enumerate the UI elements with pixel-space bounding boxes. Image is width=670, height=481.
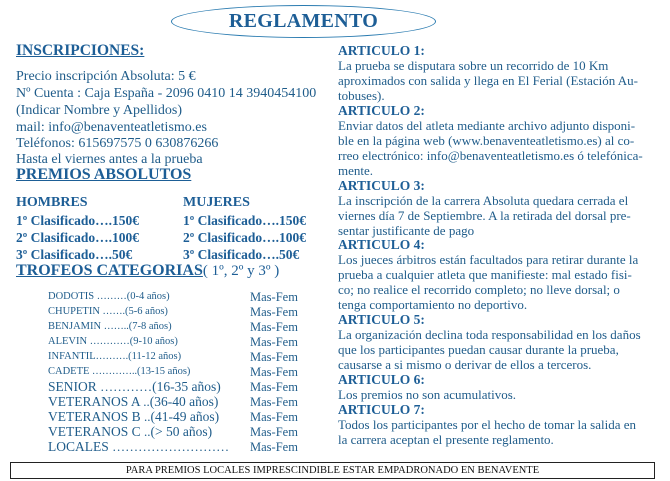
- category-gender: Mas-Fem: [250, 320, 298, 334]
- category-name: ALEVIN: [48, 336, 88, 347]
- articulo-1-heading: ARTICULO 1:: [338, 43, 425, 58]
- category-row: [48, 409, 219, 425]
- category-range: (5-6 años): [125, 306, 168, 317]
- category-dots: ..: [144, 424, 151, 439]
- category-gender: Mas-Fem: [250, 290, 298, 304]
- category-gender: Mas-Fem: [250, 395, 298, 409]
- mujeres-prize: 2º Clasificado….100€: [183, 230, 306, 245]
- hombres-prize: 1º Clasificado….150€: [16, 213, 139, 228]
- category-row: [48, 379, 221, 395]
- category-gender: Mas-Fem: [250, 365, 298, 379]
- articulo-6-line: Los premios no son acumulativos.: [338, 387, 517, 402]
- category-range: (16-35 años): [152, 379, 221, 394]
- trofeos-heading-label: TROFEOS CATEGORIAS: [16, 262, 203, 279]
- category-row: [48, 439, 229, 455]
- articulo-4-line: co; no realice el recorrido completo; no lleve dorsal; o: [338, 282, 620, 297]
- trofeos-heading: [16, 262, 279, 280]
- category-name: INFANTIL: [48, 351, 96, 362]
- articulo-2-line: rreo electrónico: info@benaventeatletismo.es ó telefónica-: [338, 148, 643, 163]
- category-dots: ..: [143, 394, 150, 409]
- category-row: [48, 366, 190, 377]
- articulo-2-line: ble en la página web (www.benaventeatletismo.es) al co-: [338, 133, 635, 148]
- category-range: (7-8 años): [128, 321, 172, 332]
- category-name: VETERANOS C: [48, 424, 141, 439]
- category-name: BENJAMIN: [48, 321, 102, 332]
- articulo-5-line: causarse a si mismo o derivar de ellos a terceros.: [338, 357, 592, 372]
- articulo-7-heading: ARTICULO 7:: [338, 402, 425, 417]
- inscripciones-line: Precio inscripción Absoluta: 5 €: [16, 69, 196, 84]
- articulo-4-line: tenga comportamiento no deportivo.: [338, 297, 528, 312]
- category-range: (> 50 años): [150, 424, 213, 439]
- category-dots: ………: [96, 291, 127, 302]
- inscripciones-line: Nº Cuenta : Caja España - 2096 0410 14 3940454100: [16, 86, 317, 101]
- category-name: VETERANOS A: [48, 394, 140, 409]
- category-gender: Mas-Fem: [250, 335, 298, 349]
- category-name: CHUPETIN: [48, 306, 100, 317]
- inscripciones-line: Hasta el viernes antes a la prueba: [16, 152, 203, 167]
- hombres-prize: 3º Clasificado….50€: [16, 247, 133, 262]
- articulo-7-line: la carrera aceptan el presente reglamento.: [338, 432, 554, 447]
- articulo-3-line: sentar justificante de pago: [338, 223, 475, 238]
- articulo-2-line: Enviar datos del atleta mediante archivo adjunto disponi-: [338, 118, 636, 133]
- category-dots: ……….: [95, 351, 129, 362]
- category-dots: …………..: [92, 366, 138, 377]
- category-row: [48, 336, 178, 347]
- category-name: DODOTIS: [48, 291, 95, 302]
- inscripciones-line: mail: info@benaventeatletismo.es: [16, 120, 207, 135]
- articulo-6-heading: ARTICULO 6:: [338, 372, 425, 387]
- category-range: (13-15 años): [137, 366, 191, 377]
- inscripciones-line: Teléfonos: 615697575 0 630876266: [16, 136, 219, 151]
- articulo-5-line: que los participantes puedan causar durante la prueba,: [338, 342, 619, 357]
- category-range: (36-40 años): [149, 394, 219, 409]
- mujeres-prize: 1º Clasificado….150€: [183, 213, 306, 228]
- category-name: CADETE: [48, 366, 90, 377]
- category-row: [48, 351, 181, 362]
- articulo-4-line: Los jueces árbitros están facultados para retirar durante la: [338, 252, 639, 267]
- category-dots: ……..: [103, 321, 129, 332]
- articulo-1-line: tobuses).: [338, 88, 385, 103]
- category-row: [48, 321, 172, 332]
- articulo-2-heading: ARTICULO 2:: [338, 103, 425, 118]
- category-gender: Mas-Fem: [250, 440, 298, 454]
- articulo-4-line: prueba a cualquier atleta que manifieste: mal estado fisi-: [338, 267, 632, 282]
- articulo-3-line: viernes día 7 de Septiembre. A la retirada del dorsal pre-: [338, 208, 631, 223]
- hombres-prize: 2º Clasificado….100€: [16, 230, 139, 245]
- inscripciones-heading: INSCRIPCIONES:: [16, 42, 145, 59]
- mujeres-heading: MUJERES: [183, 195, 250, 210]
- category-dots: …………: [100, 379, 153, 394]
- category-dots: ..: [144, 409, 151, 424]
- category-range: (9-10 años): [129, 336, 178, 347]
- category-gender: Mas-Fem: [250, 380, 298, 394]
- category-name: VETERANOS B: [48, 409, 141, 424]
- articulo-1-line: aproximados con salida y llega en El Ferial (Estación Au-: [338, 73, 638, 88]
- category-name: SENIOR: [48, 379, 97, 394]
- category-row: [48, 306, 168, 317]
- hombres-heading: HOMBRES: [16, 195, 88, 210]
- footer-notice: PARA PREMIOS LOCALES IMPRESCINDIBLE ESTAR EMPADRONADO EN BENAVENTE: [10, 462, 655, 479]
- articulo-4-heading: ARTICULO 4:: [338, 237, 425, 252]
- articulo-7-line: Todos los participantes por el hecho de tomar la salida en: [338, 417, 636, 432]
- category-dots: ………………………: [112, 439, 230, 454]
- mujeres-prize: 3º Clasificado….50€: [183, 247, 300, 262]
- category-gender: Mas-Fem: [250, 410, 298, 424]
- articulo-5-line: La organización declina toda responsabilidad en los daños: [338, 327, 641, 342]
- category-range: (0-4 años): [126, 291, 170, 302]
- category-dots: …………: [89, 336, 130, 347]
- category-gender: Mas-Fem: [250, 350, 298, 364]
- articulo-1-line: La prueba se disputara sobre un recorrido de 10 Km: [338, 58, 609, 73]
- category-row: [48, 291, 170, 302]
- category-row: [48, 394, 218, 410]
- category-range: (41-49 años): [150, 409, 220, 424]
- category-dots: …….: [102, 306, 126, 317]
- articulo-3-heading: ARTICULO 3:: [338, 178, 425, 193]
- page-title: REGLAMENTO: [228, 10, 379, 32]
- category-gender: Mas-Fem: [250, 425, 298, 439]
- category-name: LOCALES: [48, 439, 109, 454]
- articulo-5-heading: ARTICULO 5:: [338, 312, 425, 327]
- premios-heading: PREMIOS ABSOLUTOS: [16, 166, 192, 183]
- inscripciones-line: (Indicar Nombre y Apellidos): [16, 103, 183, 118]
- category-row: [48, 424, 212, 440]
- category-gender: Mas-Fem: [250, 305, 298, 319]
- articulo-3-line: La inscripción de la carrera Absoluta quedara cerrada el: [338, 193, 629, 208]
- category-range: (11-12 años): [128, 351, 182, 362]
- trofeos-heading-suffix: ( 1º, 2º y 3º ): [202, 263, 280, 279]
- articulo-2-line: mente.: [338, 163, 374, 178]
